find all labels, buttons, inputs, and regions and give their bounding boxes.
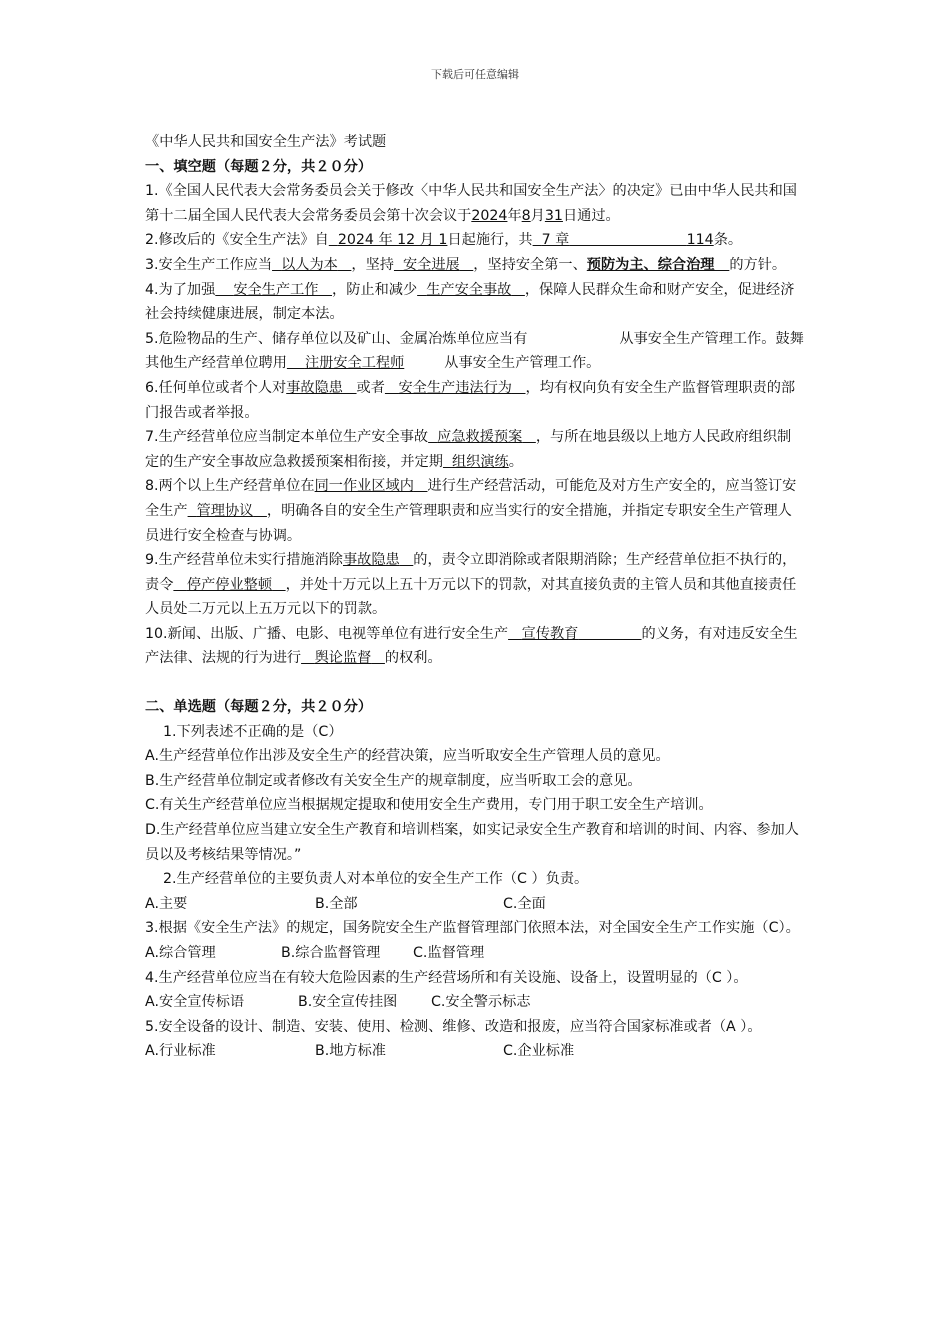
choice-question-2-options <box>145 892 805 917</box>
option-a: A.安全宣传标语 <box>145 994 245 1011</box>
choice-question-4-stem: 4.生产经营单位应当在有较大危险因素的生产经营场所和有关设施、设备上，设置明显的（C ）。 <box>145 969 748 986</box>
page-header: 下载后可任意编辑 <box>431 68 519 81</box>
choice-question-5-options <box>145 1039 805 1064</box>
fill-question-6: 6.任何单位或者个人对事故隐患 或者 安全生产违法行为 ，均有权向负有安全生产监督管理职责的部门报告或者举报。 <box>145 379 796 421</box>
choice-question-1-stem: 1.下列表述不正确的是（C） <box>163 723 343 740</box>
fill-question-7: 7.生产经营单位应当制定本单位生产安全事故 应急救援预案 ，与所在地县级以上地方人民政府组织制定的生产安全事故应急救援预案相衔接，并定期 组织演练。 <box>145 429 792 470</box>
choice-question-5-stem: 5.安全设备的设计、制造、安装、使用、检测、维修、改造和报废，应当符合国家标准或者（A ）。 <box>145 1018 762 1035</box>
option-b: B.全部 <box>315 895 358 912</box>
choice-question-4-options <box>145 990 805 1015</box>
document-title: 《中华人民共和国安全生产法》考试题 <box>145 134 387 150</box>
option-c: C.监督管理 <box>413 945 485 961</box>
choice-question-1-option-a: A.生产经营单位作出涉及安全生产的经营决策，应当听取安全生产管理人员的意见。 <box>145 748 670 765</box>
fill-question-1: 1.《全国人民代表大会常务委员会关于修改〈中华人民共和国安全生产法〉的决定》已由中华人民共和国第十二届全国人民代表大会常务委员会第十次会议于2024年8月31日通过。 <box>145 183 797 224</box>
fill-question-3: 3.安全生产工作应当 以人为本 ，坚持 安全进展 ，坚持安全第一、预防为主、综合治理 的方针。 <box>145 256 787 273</box>
choice-question-1-option-b: B.生产经营单位制定或者修改有关安全生产的规章制度，应当听取工会的意见。 <box>145 772 642 789</box>
fill-question-5: 5.危险物品的生产、储存单位以及矿山、金属冶炼单位应当有 从事安全生产管理工作。鼓舞其他生产经营单位聘用 注册安全工程师 从事安全生产管理工作。 <box>145 330 804 372</box>
choice-question-1-option-d: D.生产经营单位应当建立安全生产教育和培训档案，如实记录安全生产教育和培训的时间、内容、参加人员以及考核结果等情况。” <box>145 822 799 863</box>
option-c: C.企业标准 <box>503 1043 575 1060</box>
option-a: A.综合管理 <box>145 945 216 961</box>
option-b: B.安全宣传挂图 <box>298 994 398 1011</box>
choice-question-1-option-c: C.有关生产经营单位应当根据规定提取和使用安全生产费用，专门用于职工安全生产培训。 <box>145 797 713 814</box>
fill-question-9: 9.生产经营单位未实行措施消除事故隐患 的，责令立即消除或者限期消除；生产经营单位拒不执行的，责令 停产停业整顿 ，并处十万元以上五十万元以下的罚款，对其直接负责的主管人员和其他直接责任人员处二万元以上五万元以下的罚款。 <box>145 552 797 618</box>
option-b: B.综合监督管理 <box>281 945 381 961</box>
fill-question-4: 4.为了加强 安全生产工作 ，防止和减少 生产安全事故 ，保障人民群众生命和财产安全，促进经济社会持续健康进展，制定本法。 <box>145 281 795 323</box>
option-b: B.地方标准 <box>315 1043 386 1060</box>
choice-question-3-stem: 3.根据《安全生产法》的规定，国务院安全生产监督管理部门依照本法，对全国安全生产工作实施（C）。 <box>145 920 800 937</box>
choice-question-2-stem: 2.生产经营单位的主要负责人对本单位的安全生产工作（C ）负责。 <box>163 871 589 888</box>
section1-heading: 一、填空题（每题２分，共２０分） <box>145 158 373 175</box>
fill-question-2: 2.修改后的《安全生产法》自 2024 年 12 月 1日起施行，共 7 章 114条。 <box>145 232 743 249</box>
section2-heading: 二、单选题（每题２分，共２０分） <box>145 699 373 716</box>
option-c: C.全面 <box>503 895 546 912</box>
fill-question-10: 10.新闻、出版、广播、电影、电视等单位有进行安全生产 宣传教育 的义务，有对违反安全生产法律、法规的行为进行 舆论监督 的权利。 <box>145 625 798 667</box>
choice-question-3-options <box>145 941 805 966</box>
option-c: C.安全警示标志 <box>431 994 531 1011</box>
exam-document <box>145 130 805 1064</box>
fill-question-8: 8.两个以上生产经营单位在同一作业区域内 进行生产经营活动，可能危及对方生产安全的，应当签订安全生产 管理协议 ，明确各自的安全生产管理职责和应当实行的安全措施，并指定专职安全生产管理人员进行安全检查与协调。 <box>145 478 797 544</box>
option-a: A.行业标准 <box>145 1043 216 1060</box>
option-a: A.主要 <box>145 895 188 912</box>
